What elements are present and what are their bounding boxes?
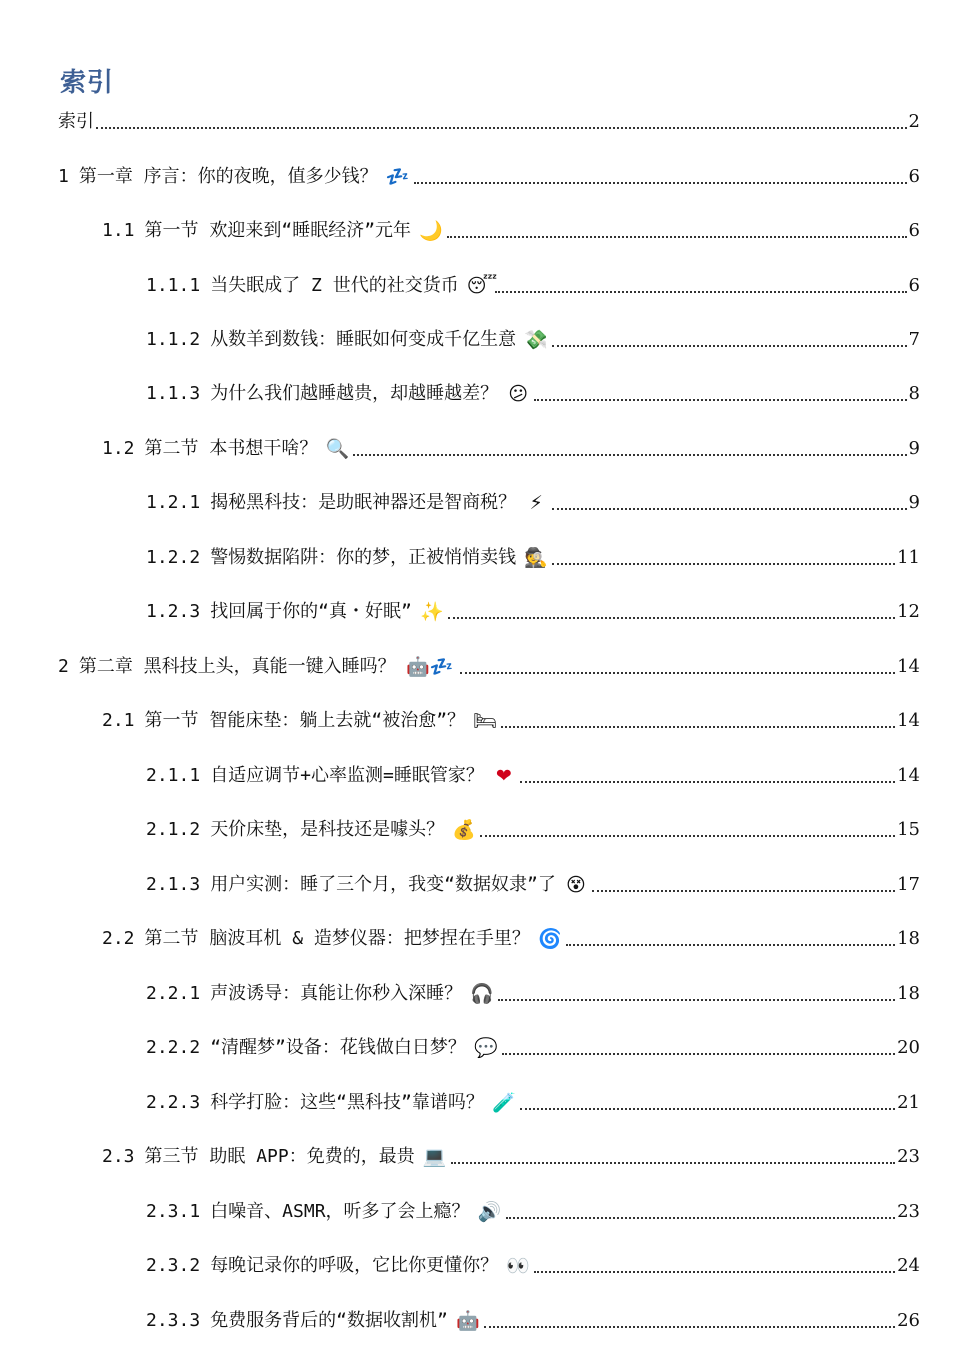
- dizzy-face-icon: 😵: [565, 874, 586, 896]
- dot-leader: [448, 617, 895, 619]
- money-bag-icon: 💰: [452, 819, 477, 841]
- toc-page-number: 18: [897, 928, 920, 949]
- toc-entry[interactable]: [146, 761, 920, 791]
- bed-icon: 🛏: [473, 710, 498, 732]
- toc-page-number: 15: [897, 819, 920, 840]
- toc-page-number: 23: [897, 1201, 920, 1222]
- toc-entry[interactable]: [146, 815, 920, 845]
- test-tube-icon: 🧪: [492, 1092, 516, 1114]
- dot-leader: [520, 781, 895, 783]
- dot-leader: [566, 944, 895, 946]
- toc-page-number: 18: [897, 983, 920, 1004]
- toc-page-number: 6: [908, 275, 920, 296]
- toc-entry-number: 1.1.1: [146, 275, 201, 296]
- toc-entry-number: 2.1.3: [146, 874, 201, 895]
- toc-page-number: 24: [897, 1255, 920, 1276]
- toc-entry-number: 1: [58, 166, 69, 187]
- toc-entry-number: 1.2.1: [146, 492, 201, 513]
- toc-entry[interactable]: [146, 543, 920, 573]
- dot-leader: [534, 399, 906, 401]
- toc-entry[interactable]: [58, 652, 920, 682]
- toc-entry-number: 2: [58, 656, 69, 677]
- dot-leader: [498, 999, 895, 1001]
- toc-entry[interactable]: [102, 434, 920, 464]
- sleeping-zzz-icon: 💤: [385, 166, 410, 188]
- dot-leader: [484, 1326, 895, 1328]
- toc-entry-number: 2.1.2: [146, 819, 201, 840]
- lightning-icon: ⚡: [529, 492, 543, 514]
- toc-entry[interactable]: [146, 1033, 920, 1063]
- toc-entry-title: 每晚记录你的呼吸，它比你更懂你？: [210, 1255, 499, 1276]
- toc-entry[interactable]: [58, 162, 920, 192]
- toc-page-number: 8: [908, 383, 920, 404]
- money-wings-icon: 💸: [524, 329, 549, 351]
- toc-page-number: 14: [897, 710, 920, 731]
- toc-entry-title: 第二章 黑科技上头，真能一键入睡吗？: [78, 656, 396, 677]
- toc-entry-number: 2.2.2: [146, 1037, 201, 1058]
- laptop-icon: 💻: [422, 1146, 447, 1168]
- toc-entry[interactable]: [146, 1306, 920, 1336]
- toc-entry-number: 1.1.2: [146, 329, 201, 350]
- sparkles-icon: ✨: [420, 601, 444, 623]
- toc-page-number: 21: [897, 1092, 920, 1113]
- toc-entry[interactable]: [102, 924, 920, 954]
- dot-leader: [552, 563, 895, 565]
- toc-page-number: 26: [897, 1310, 920, 1331]
- toc-entry[interactable]: [146, 979, 920, 1009]
- dot-leader: [495, 291, 907, 293]
- toc-entry-title: 第三节 助眠 APP：免费的，最贵: [144, 1146, 415, 1167]
- toc-entry-title: 用户实测：睡了三个月，我变“数据奴隶”了: [210, 874, 556, 895]
- toc-page-number: 9: [908, 438, 920, 459]
- toc-entry[interactable]: [102, 216, 920, 246]
- toc-entry[interactable]: [146, 870, 920, 900]
- toc-entry-number: 2.1: [102, 710, 135, 731]
- robot-zzz-icon: 🤖💤: [406, 656, 454, 678]
- toc-entry-number: 2.2.1: [146, 983, 201, 1004]
- toc-entry-title: 当失眠成了 Z 世代的社交货币: [210, 275, 459, 296]
- toc-entry[interactable]: [146, 271, 920, 301]
- toc-entry-number: 2.3.2: [146, 1255, 201, 1276]
- toc-entry-title: 第一章 序言：你的夜晚，值多少钱？: [78, 166, 378, 187]
- speaker-icon: 🔊: [477, 1201, 502, 1223]
- toc-entry-title: 第二节 脑波耳机 & 造梦仪器：把梦捏在手里？: [144, 928, 530, 949]
- toc-page-number: 20: [897, 1037, 920, 1058]
- toc-entry-title: 白噪音、ASMR，听多了会上瘾？: [210, 1201, 470, 1222]
- dot-leader: [552, 345, 906, 347]
- toc-entry-title: 为什么我们越睡越贵，却越睡越差？: [210, 383, 499, 404]
- dot-leader: [460, 672, 895, 674]
- toc-page-number: 14: [897, 656, 920, 677]
- dot-leader: [520, 1108, 895, 1110]
- toc-entry-title: 天价床垫，是科技还是噱头？: [210, 819, 445, 840]
- toc-entry[interactable]: [102, 706, 920, 736]
- confused-face-icon: 😕: [508, 383, 529, 405]
- toc-entry[interactable]: [146, 325, 920, 355]
- toc-entry-title: 第一节 欢迎来到“睡眠经济”元年: [144, 220, 412, 241]
- toc-entry-title: 第二节 本书想干啥？: [144, 438, 318, 459]
- dot-leader: [534, 1271, 895, 1273]
- toc-page-number: 9: [908, 492, 920, 513]
- toc-entry[interactable]: [146, 1197, 920, 1227]
- heart-icon: ❤: [495, 765, 512, 787]
- detective-icon: 🕵: [524, 547, 549, 569]
- toc-entry[interactable]: [146, 1088, 920, 1118]
- toc-page-number: 23: [897, 1146, 920, 1167]
- toc-page-number: 6: [908, 166, 920, 187]
- toc-entry[interactable]: [146, 1251, 920, 1281]
- toc-entry-title: 免费服务背后的“数据收割机”: [210, 1310, 448, 1331]
- dot-leader: [96, 127, 907, 129]
- cyclone-icon: 🌀: [538, 928, 562, 950]
- toc-entry-title: “清醒梦”设备：花钱做白日梦？: [210, 1037, 466, 1058]
- toc-entry-title: 揭秘黑科技：是助眠神器还是智商税？: [210, 492, 517, 513]
- dot-leader: [592, 890, 895, 892]
- dot-leader: [353, 454, 906, 456]
- toc-entry-number: 2.1.1: [146, 765, 201, 786]
- sleeping-face-icon: 😴: [466, 275, 498, 297]
- speech-bubble-icon: 💬: [474, 1037, 498, 1059]
- toc-page-number: 6: [908, 220, 920, 241]
- toc-page-number: 11: [897, 547, 920, 568]
- toc-entry-title: 索引: [58, 111, 94, 132]
- toc-entry-title: 找回属于你的“真・好眠”: [210, 601, 412, 622]
- magnifier-icon: 🔍: [325, 438, 350, 460]
- toc-entry-title: 科学打脸：这些“黑科技”靠谱吗？: [210, 1092, 484, 1113]
- toc-entry[interactable]: [146, 488, 920, 518]
- toc-entry[interactable]: [146, 379, 920, 409]
- toc-entry[interactable]: [58, 107, 920, 137]
- toc-entry-number: 1.1.3: [146, 383, 201, 404]
- toc-entry-title: 自适应调节+心率监测=睡眠管家？: [210, 765, 484, 786]
- dot-leader: [502, 1053, 895, 1055]
- toc-page-number: 12: [897, 601, 920, 622]
- dot-leader: [447, 236, 907, 238]
- dot-leader: [414, 182, 907, 184]
- toc-entry-number: 2.3: [102, 1146, 135, 1167]
- dot-leader: [506, 1217, 896, 1219]
- crescent-moon-icon: 🌙: [419, 220, 443, 242]
- headphones-icon: 🎧: [470, 983, 495, 1005]
- toc-entry-title: 声波诱导：真能让你秒入深睡？: [210, 983, 463, 1004]
- toc-entry-number: 2.2.3: [146, 1092, 201, 1113]
- toc-page-number: 2: [908, 111, 920, 132]
- toc-page-number: 14: [897, 765, 920, 786]
- toc-entry-number: 2.3.3: [146, 1310, 201, 1331]
- page-title: 索引: [60, 68, 115, 98]
- toc-entry-number: 1.2.3: [146, 601, 201, 622]
- toc-entry-title: 第一节 智能床垫：躺上去就“被治愈”？: [144, 710, 466, 731]
- robot-face-icon: 🤖: [456, 1310, 480, 1332]
- toc-entry-number: 1.2: [102, 438, 135, 459]
- dot-leader: [480, 835, 895, 837]
- toc-page-number: 17: [897, 874, 920, 895]
- toc-entry-number: 2.3.1: [146, 1201, 201, 1222]
- toc-entry-title: 从数羊到数钱：睡眠如何变成千亿生意: [210, 329, 517, 350]
- toc-entry-title: 警惕数据陷阱：你的梦，正被悄悄卖钱: [210, 547, 517, 568]
- toc-entry-number: 1.2.2: [146, 547, 201, 568]
- toc-page-number: 7: [908, 329, 920, 350]
- toc-entry[interactable]: [146, 597, 920, 627]
- toc-entry-number: 1.1: [102, 220, 135, 241]
- toc-entry-number: 2.2: [102, 928, 135, 949]
- dot-leader: [552, 508, 906, 510]
- toc-entry[interactable]: [102, 1142, 920, 1172]
- dot-leader: [501, 726, 895, 728]
- eyes-icon: 👀: [506, 1255, 531, 1277]
- dot-leader: [451, 1162, 895, 1164]
